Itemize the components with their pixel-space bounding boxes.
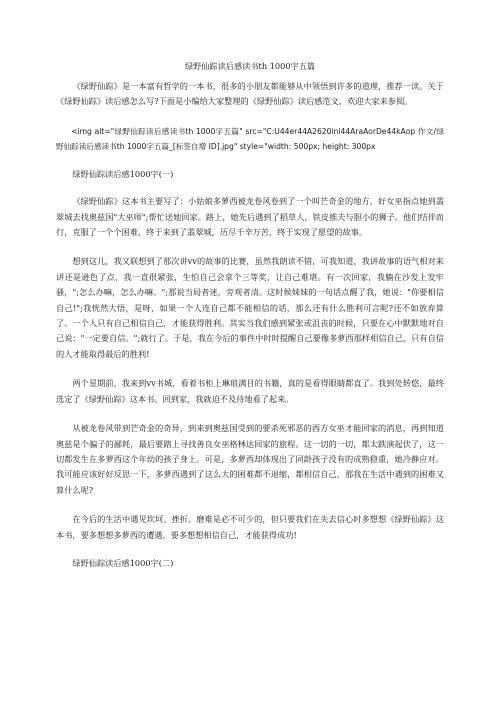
body-paragraph: 《绿野仙踪》这本书主要写了：小姑娘多萝西被龙卷风卷到了一个叫芒奇金的地方，好女巫指点她到翡翠城去找奥兹国"大巫师";帮忙送她回家。路上，她先后遇到了稻草人，铁皮推夫与胆小的狮子。他们结伴而行，克服了一个个困难，终于来到了翡翠城，历尽千辛万苦，终于实现了愿望的故事。 (56, 196, 444, 238)
body-paragraph: 在今后的生活中遇见坎坷、挫折、磨难是必不可少的，但只要我们在失去信心时多想想《绿野仙踪》这本书，要多想想多萝西的遭遇，要多想想相信自己，才能获得成功! (56, 514, 444, 540)
body-paragraph: 从被龙卷风带到芒奇金的奇异，到来到奥兹国受到的要杀死邪恶的西方女巫才能回家的消息，再到知道奥兹是个骗子的鄙耗，最后要踏上寻找善良女巫格林达回家的旅程。这一切的一切，都太跌演起伏了，这一切都发生在多萝西这个年幼的孩子身上。可是，多萝西却体现出了同龄孩子没有的成熟稳重，她冷静应对。我可能应该好好反思一下，多萝西遇到了这么大的困难都不退缩，都相信自己，那我在生活中遇到的困难又算什么呢? (56, 423, 444, 495)
body-paragraph: 想到这儿，我又联想到了那次讲vv的故事的比赛，虽然我朗读不错，可我知道，我讲故事的语气相对来讲还是逊色了点，我一直很紧张，生怕自己会拿个三等奖，让自己难堪。有一次回家，我躺在沙发上发牢骚，";怎么办嘛，怎么办嘛。";那说当局者迷，旁观者清。这时候妹妹的一句话点醒了我，她说："你要相信自己!";我恍然大悟，是呀，如果一个人连自己都不能相信的话，那么还有什么胜利可言呢?还不如放弃算了。一个人只有自己相信自己，才能获得胜利。其实当我们感到紧张或沮丧的时候，只要在心中默默地对自己说："一定要自信。";就行了。于是，我在今后的事件中时时提醒自己要像多萝西那样相信自己，只有自信的人才能取得最后的胜利! (56, 256, 444, 359)
intro-paragraph: 《绿野仙踪》是一本富有哲学的一本书，很多的小朋友都能够从中领悟到许多的道理，推荐一读。关于《绿野仙踪》读后感怎么写?下面是小编给大家整理的《绿野仙踪》读后感范文，欢迎大家来参阅。 (56, 81, 444, 107)
section-heading-2: 绿野仙踪读后感1000字(二) (72, 557, 174, 568)
document-title: 绿野仙踪读后感读书th 1000字五篇 (184, 61, 316, 71)
image-code-text: <img alt="绿野仙踪读后感读书th 1000字五篇" src="C:U44er44A2620ini44AraAorDe44kAop 作文/绿野仙踪读后感读书th 1000字五篇_[标签自增 ID].jpg" style="width: 500px; height: 300px (56, 126, 444, 152)
body-paragraph: 两个星期前，我来到vv书城，看着书柜上琳琅满目的书籍，真的是看得眼睛都直了。我到处转悠，最终选定了《绿野仙踪》这本书。回到家，我就迫不及待地看了起来。 (56, 378, 444, 404)
section-heading-1: 绿野仙踪读后感1000字(一) (72, 169, 174, 180)
